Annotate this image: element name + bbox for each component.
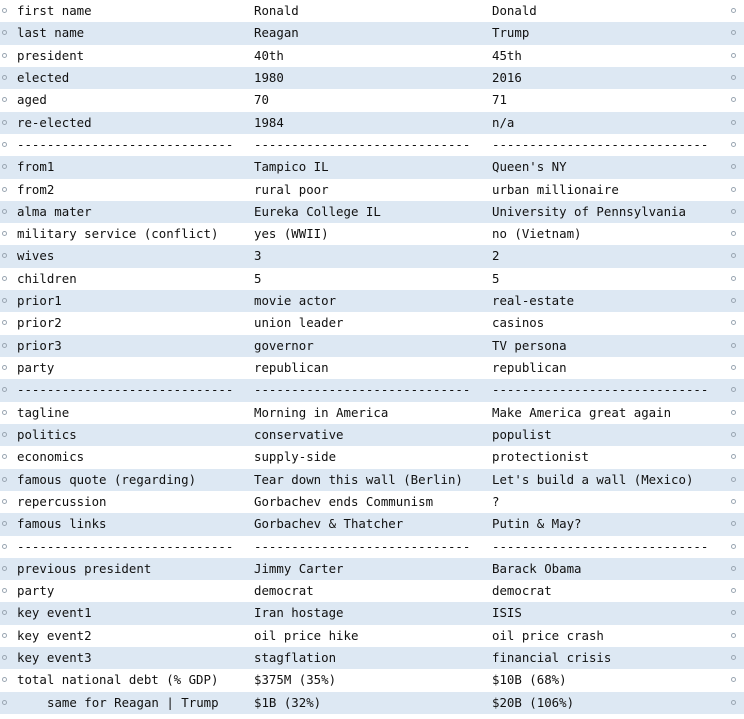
row-bullet-icon <box>731 97 736 102</box>
reagan-value: ----------------------------- <box>254 538 471 554</box>
row-bullet-icon <box>2 387 7 392</box>
trump-value: Make America great again <box>492 404 672 420</box>
row-bullet-icon <box>2 53 7 58</box>
field-label: ----------------------------- <box>17 136 234 152</box>
row-bullet-icon <box>2 231 7 236</box>
table-row <box>0 692 744 714</box>
row-bullet-icon <box>731 142 736 147</box>
row-bullet-icon <box>2 120 7 125</box>
reagan-value: 5 <box>254 270 262 286</box>
reagan-value: Tampico IL <box>254 159 329 175</box>
row-bullet-icon <box>731 610 736 615</box>
field-label: aged <box>17 92 47 108</box>
field-label: previous president <box>17 560 152 576</box>
row-bullet-icon <box>731 677 736 682</box>
table-row <box>0 45 744 67</box>
row-bullet-icon <box>2 410 7 415</box>
field-label: elected <box>17 69 70 85</box>
field-label: wives <box>17 248 55 264</box>
reagan-value: democrat <box>254 583 314 599</box>
table-row <box>0 67 744 89</box>
table-row <box>0 312 744 334</box>
field-label: from1 <box>17 159 55 175</box>
row-bullet-icon <box>2 164 7 169</box>
table-row <box>0 268 744 290</box>
field-label: ----------------------------- <box>17 382 234 398</box>
table-row <box>0 89 744 111</box>
trump-value: ----------------------------- <box>492 382 709 398</box>
reagan-value: ----------------------------- <box>254 382 471 398</box>
row-bullet-icon <box>731 298 736 303</box>
reagan-value: Gorbachev & Thatcher <box>254 516 404 532</box>
reagan-value: yes (WWII) <box>254 226 329 242</box>
field-label: same for Reagan | Trump <box>47 694 219 710</box>
reagan-value: union leader <box>254 315 344 331</box>
row-bullet-icon <box>731 477 736 482</box>
row-bullet-icon <box>731 209 736 214</box>
table-row <box>0 469 744 491</box>
row-bullet-icon <box>731 454 736 459</box>
table-row <box>0 290 744 312</box>
field-label: military service (conflict) <box>17 226 219 242</box>
trump-value: no (Vietnam) <box>492 226 582 242</box>
trump-value: $10B (68%) <box>492 672 567 688</box>
row-bullet-icon <box>2 499 7 504</box>
reagan-value: ----------------------------- <box>254 136 471 152</box>
table-row <box>0 22 744 44</box>
field-label: from2 <box>17 181 55 197</box>
reagan-value: supply-side <box>254 449 337 465</box>
field-label: president <box>17 47 85 63</box>
trump-value: 2 <box>492 248 500 264</box>
trump-value: University of Pennsylvania <box>492 203 686 219</box>
table-row <box>0 245 744 267</box>
reagan-value: republican <box>254 360 329 375</box>
field-label: key event1 <box>17 605 92 621</box>
field-label: alma mater <box>17 203 92 219</box>
row-bullet-icon <box>731 521 736 526</box>
reagan-value: Tear down this wall (Berlin) <box>254 471 463 487</box>
reagan-value: 1984 <box>254 114 284 130</box>
row-bullet-icon <box>2 454 7 459</box>
trump-value: financial crisis <box>492 650 612 666</box>
trump-value: democrat <box>492 583 552 599</box>
reagan-value: $375M (35%) <box>254 672 337 688</box>
reagan-value: rural poor <box>254 181 329 197</box>
row-bullet-icon <box>2 276 7 281</box>
field-label: total national debt (% GDP) <box>17 672 219 688</box>
row-bullet-icon <box>731 276 736 281</box>
field-label: children <box>17 270 77 286</box>
reagan-value: Ronald <box>254 3 299 18</box>
reagan-value: 3 <box>254 248 262 264</box>
row-bullet-icon <box>2 30 7 35</box>
field-label: repercussion <box>17 493 107 509</box>
field-label: party <box>17 583 55 599</box>
row-bullet-icon <box>731 410 736 415</box>
row-bullet-icon <box>2 187 7 192</box>
row-bullet-icon <box>2 477 7 482</box>
reagan-value: oil price hike <box>254 627 359 643</box>
row-bullet-icon <box>731 120 736 125</box>
field-label: famous links <box>17 516 107 532</box>
trump-value: republican <box>492 360 567 375</box>
row-bullet-icon <box>2 298 7 303</box>
trump-value: n/a <box>492 114 515 130</box>
row-bullet-icon <box>2 343 7 348</box>
table-row <box>0 446 744 468</box>
table-row <box>0 625 744 647</box>
table-row <box>0 134 744 156</box>
reagan-value: 70 <box>254 92 269 108</box>
trump-value: ? <box>492 493 500 509</box>
table-row <box>0 335 744 357</box>
trump-value: ISIS <box>492 605 522 621</box>
row-bullet-icon <box>731 499 736 504</box>
row-bullet-icon <box>731 8 736 13</box>
row-bullet-icon <box>731 544 736 549</box>
table-row <box>0 558 744 580</box>
trump-value: populist <box>492 426 552 442</box>
row-bullet-icon <box>731 633 736 638</box>
table-row <box>0 201 744 223</box>
row-bullet-icon <box>2 655 7 660</box>
row-bullet-icon <box>2 365 7 370</box>
row-bullet-icon <box>731 164 736 169</box>
field-label: first name <box>17 3 92 18</box>
table-row <box>0 513 744 535</box>
reagan-value: Jimmy Carter <box>254 560 344 576</box>
row-bullet-icon <box>731 75 736 80</box>
row-bullet-icon <box>731 343 736 348</box>
reagan-value: governor <box>254 337 314 353</box>
trump-value: Queen's NY <box>492 159 567 175</box>
row-bullet-icon <box>2 610 7 615</box>
row-bullet-icon <box>2 320 7 325</box>
row-bullet-icon <box>2 97 7 102</box>
trump-value: Putin & May? <box>492 516 582 532</box>
trump-value: urban millionaire <box>492 181 619 197</box>
trump-value: 45th <box>492 47 522 63</box>
row-bullet-icon <box>731 320 736 325</box>
trump-value: Donald <box>492 3 537 18</box>
row-bullet-icon <box>2 566 7 571</box>
row-bullet-icon <box>731 30 736 35</box>
row-bullet-icon <box>2 432 7 437</box>
table-row <box>0 112 744 134</box>
table-row <box>0 179 744 201</box>
trump-value: ----------------------------- <box>492 538 709 554</box>
reagan-value: conservative <box>254 426 344 442</box>
table-row <box>0 647 744 669</box>
trump-value: 71 <box>492 92 507 108</box>
field-label: key event2 <box>17 627 92 643</box>
row-bullet-icon <box>2 521 7 526</box>
table-row <box>0 156 744 178</box>
trump-value: Trump <box>492 25 530 41</box>
trump-value: Barack Obama <box>492 560 582 576</box>
field-label: re-elected <box>17 114 92 130</box>
trump-value: ----------------------------- <box>492 136 709 152</box>
reagan-value: Iran hostage <box>254 605 344 621</box>
field-label: prior1 <box>17 293 62 309</box>
row-bullet-icon <box>731 187 736 192</box>
row-bullet-icon <box>2 588 7 593</box>
trump-value: 5 <box>492 270 500 286</box>
field-label: prior2 <box>17 315 62 331</box>
table-row <box>0 379 744 401</box>
row-bullet-icon <box>731 53 736 58</box>
row-bullet-icon <box>731 432 736 437</box>
table-row <box>0 357 744 379</box>
row-bullet-icon <box>2 544 7 549</box>
field-label: last name <box>17 25 85 41</box>
row-bullet-icon <box>731 231 736 236</box>
row-bullet-icon <box>2 253 7 258</box>
trump-value: 2016 <box>492 69 522 85</box>
row-bullet-icon <box>2 142 7 147</box>
table-row <box>0 536 744 558</box>
reagan-value: stagflation <box>254 650 337 666</box>
table-row <box>0 491 744 513</box>
field-label: famous quote (regarding) <box>17 471 197 487</box>
table-row <box>0 424 744 446</box>
row-bullet-icon <box>731 365 736 370</box>
reagan-value: Morning in America <box>254 404 389 420</box>
reagan-value: Gorbachev ends Communism <box>254 493 434 509</box>
row-bullet-icon <box>2 8 7 13</box>
trump-value: $20B (106%) <box>492 694 575 710</box>
field-label: key event3 <box>17 650 92 666</box>
trump-value: casinos <box>492 315 545 331</box>
row-bullet-icon <box>731 566 736 571</box>
field-label: economics <box>17 449 85 465</box>
trump-value: protectionist <box>492 449 589 465</box>
row-bullet-icon <box>731 253 736 258</box>
table-row <box>0 402 744 424</box>
trump-value: oil price crash <box>492 627 604 643</box>
row-bullet-icon <box>731 700 736 705</box>
row-bullet-icon <box>731 387 736 392</box>
row-bullet-icon <box>731 588 736 593</box>
table-row <box>0 669 744 691</box>
trump-value: TV persona <box>492 337 567 353</box>
row-bullet-icon <box>2 700 7 705</box>
row-bullet-icon <box>2 209 7 214</box>
field-label: ----------------------------- <box>17 538 234 554</box>
row-bullet-icon <box>2 633 7 638</box>
field-label: party <box>17 360 55 375</box>
field-label: prior3 <box>17 337 62 353</box>
reagan-value: movie actor <box>254 293 337 309</box>
trump-value: Let's build a wall (Mexico) <box>492 471 694 487</box>
reagan-value: Eureka College IL <box>254 203 381 219</box>
reagan-value: 40th <box>254 47 284 63</box>
table-row <box>0 0 744 22</box>
reagan-value: 1980 <box>254 69 284 85</box>
row-bullet-icon <box>731 655 736 660</box>
row-bullet-icon <box>2 75 7 80</box>
reagan-value: Reagan <box>254 25 299 41</box>
field-label: politics <box>17 426 77 442</box>
field-label: tagline <box>17 404 70 420</box>
table-row <box>0 602 744 624</box>
table-row <box>0 580 744 602</box>
row-bullet-icon <box>2 677 7 682</box>
reagan-value: $1B (32%) <box>254 694 322 710</box>
table-row <box>0 223 744 245</box>
trump-value: real-estate <box>492 293 575 309</box>
